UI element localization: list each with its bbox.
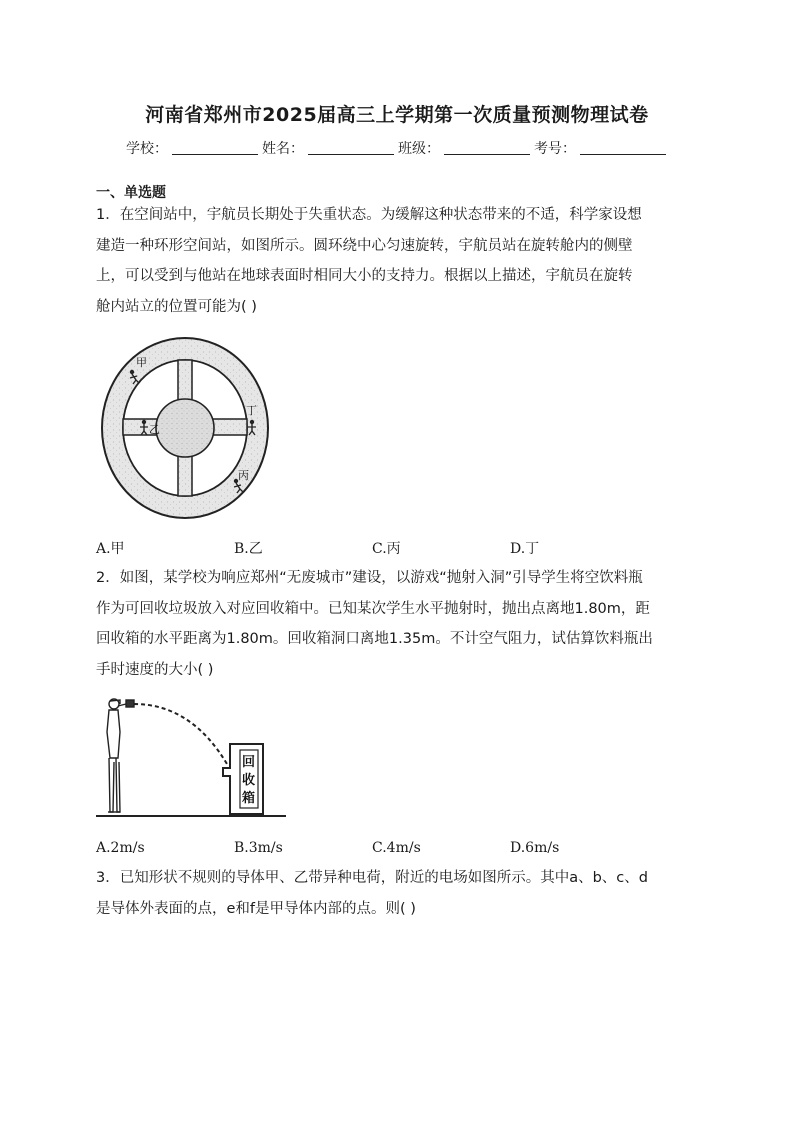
option-d[interactable]: D.丁: [510, 541, 540, 557]
question-2-options: [96, 840, 700, 864]
option-b[interactable]: B.3m/s: [234, 840, 283, 856]
box-label-char: 回: [242, 755, 256, 770]
exam-no-field[interactable]: [534, 138, 670, 158]
question-1-text: [96, 200, 700, 322]
question-3-line: 是导体外表面的点，e和f是甲导体内部的点。则( ): [96, 900, 416, 917]
page-title: 河南省郑州市2025届高三上学期第一次质量预测物理试卷: [145, 104, 649, 126]
box-label-char: 箱: [242, 791, 256, 806]
name-label: 姓名：: [262, 141, 304, 157]
box-label-char: 收: [242, 773, 256, 788]
question-1-line: 1．在空间站中，宇航员长期处于失重状态。为缓解这种状态带来的不适，科学家设想: [96, 207, 642, 223]
class-label: 班级：: [398, 141, 440, 157]
station-spoke-bottom: [178, 456, 192, 496]
station-spoke-right: [211, 419, 247, 435]
question-2-line: 2．如图，某学校为响应郑州“无废城市”建设，以游戏“抛射入洞”引导学生将空饮料瓶: [96, 570, 643, 586]
student-info-row: [126, 136, 670, 158]
space-station-figure: [100, 332, 272, 526]
option-c[interactable]: C.丙: [372, 541, 401, 557]
question-1-line: 建造一种环形空间站，如图所示。圆环绕中心匀速旋转，宇航员站在旋转舱内的侧壁: [96, 237, 633, 254]
question-3-text: [96, 863, 700, 924]
school-label: 学校：: [126, 141, 168, 157]
school-blank[interactable]: [172, 154, 258, 155]
question-2-line: 回收箱的水平距离为1.80m。回收箱洞口离地1.35m。不计空气阻力，试估算饮料瓶出: [96, 631, 653, 647]
option-a[interactable]: A.甲: [96, 541, 125, 557]
option-a[interactable]: A.2m/s: [96, 840, 145, 856]
label-yi: 乙: [149, 423, 160, 436]
label-ding: 丁: [246, 404, 257, 417]
question-1-options: [96, 538, 700, 562]
student-icon: [107, 699, 134, 812]
school-field[interactable]: [126, 138, 262, 158]
option-b[interactable]: B.乙: [234, 541, 263, 557]
question-1-line: 舱内站立的位置可能为( ): [96, 298, 257, 315]
question-2-line: 手时速度的大小( ): [96, 661, 214, 678]
class-blank[interactable]: [444, 154, 530, 155]
station-spoke-top: [178, 360, 192, 400]
option-c[interactable]: C.4m/s: [372, 840, 421, 856]
section-heading: 一、单选题: [96, 185, 166, 201]
class-field[interactable]: [398, 138, 534, 158]
question-2-text: [96, 563, 700, 685]
name-blank[interactable]: [308, 154, 394, 155]
exam-no-label: 考号：: [534, 141, 576, 157]
question-1-line: 上，可以受到与他站在地球表面时相同大小的支持力。根据以上描述，宇航员在旋转: [96, 268, 633, 284]
exam-no-blank[interactable]: [580, 154, 666, 155]
option-d[interactable]: D.6m/s: [510, 840, 560, 856]
label-bing: 丙: [238, 469, 249, 482]
station-hub: [156, 399, 214, 457]
question-3-line: 3．已知形状不规则的导体甲、乙带异种电荷，附近的电场如图所示。其中a、b、c、d: [96, 870, 648, 886]
name-field[interactable]: [262, 138, 398, 158]
trajectory-path: [134, 704, 227, 764]
question-2-line: 作为可回收垃圾放入对应回收箱中。已知某次学生水平抛射时，抛出点离地1.80m，距: [96, 600, 650, 617]
projectile-figure: [96, 692, 288, 820]
label-jia: 甲: [136, 356, 147, 369]
